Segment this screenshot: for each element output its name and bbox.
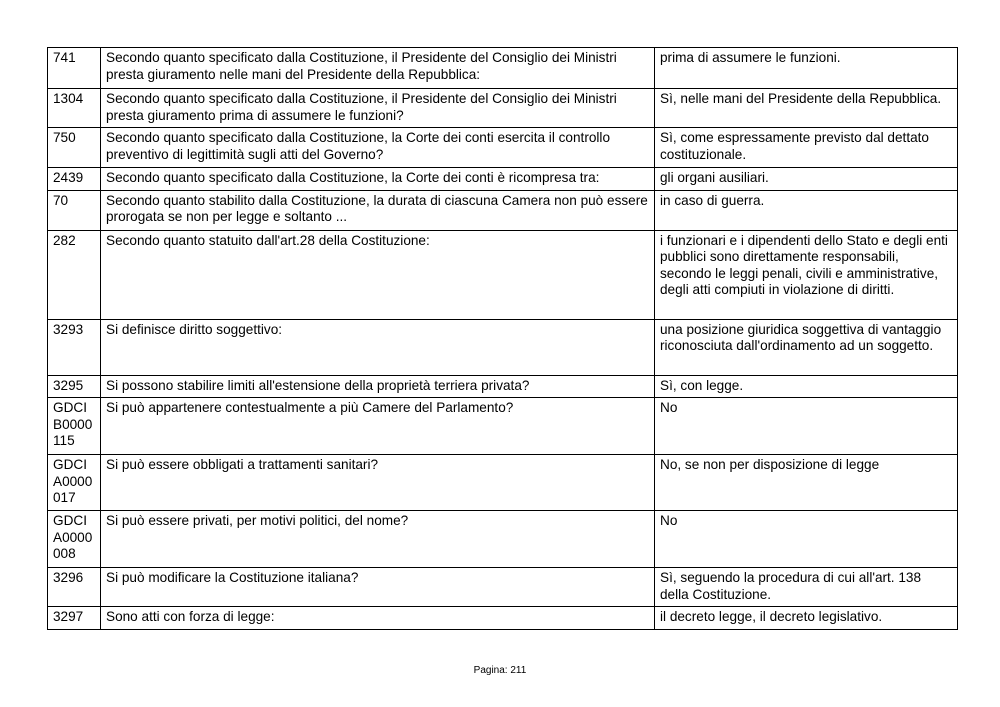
table-row: [48, 319, 958, 375]
question-text: Secondo quanto statuito dall'art.28 della Costituzione:: [101, 230, 655, 319]
answer-text: il decreto legge, il decreto legislativo.: [655, 607, 958, 630]
table-row: [48, 230, 958, 319]
question-text: Secondo quanto specificato dalla Costituzione, il Presidente del Consiglio dei Ministri presta giuramento prima di assumere le funzioni?: [101, 89, 655, 128]
question-text: Si può appartenere contestualmente a più Camere del Parlamento?: [101, 398, 655, 455]
answer-text: Sì, con legge.: [655, 375, 958, 398]
question-text: Si può essere obbligati a trattamenti sanitari?: [101, 455, 655, 511]
question-id: 1304: [48, 89, 101, 128]
question-id: GDCIB0000115: [48, 398, 101, 455]
question-id: GDCIA0000008: [48, 511, 101, 568]
question-text: Si può essere privati, per motivi politici, del nome?: [101, 511, 655, 568]
table-row: [48, 568, 958, 607]
page-footer: [0, 665, 1000, 677]
table-row: [48, 607, 958, 630]
answer-text: Sì, nelle mani del Presidente della Repubblica.: [655, 89, 958, 128]
table-row: [48, 128, 958, 168]
answer-text: prima di assumere le funzioni.: [655, 48, 958, 89]
question-text: Si può modificare la Costituzione italiana?: [101, 568, 655, 607]
table-row: [48, 455, 958, 511]
question-id: 2439: [48, 168, 101, 191]
answer-text: No: [655, 511, 958, 568]
question-text: Secondo quanto specificato dalla Costituzione, il Presidente del Consiglio dei Ministri presta giuramento nelle mani del Presidente della Repubblica:: [101, 48, 655, 89]
answer-text: Sì, come espressamente previsto dal dettato costituzionale.: [655, 128, 958, 168]
table-row: [48, 48, 958, 89]
question-text: Sono atti con forza di legge:: [101, 607, 655, 630]
table-row: [48, 511, 958, 568]
question-id: 3295: [48, 375, 101, 398]
answer-text: una posizione giuridica soggettiva di vantaggio riconosciuta dall'ordinamento ad un soggetto.: [655, 319, 958, 375]
page-number: Pagina: 211: [473, 665, 527, 676]
answer-text: gli organi ausiliari.: [655, 168, 958, 191]
answer-text: in caso di guerra.: [655, 190, 958, 230]
question-text: Si definisce diritto soggettivo:: [101, 319, 655, 375]
question-id: 70: [48, 190, 101, 230]
answer-text: No, se non per disposizione di legge: [655, 455, 958, 511]
question-text: Secondo quanto specificato dalla Costituzione, la Corte dei conti è ricompresa tra:: [101, 168, 655, 191]
answer-text: No: [655, 398, 958, 455]
question-id: 3296: [48, 568, 101, 607]
question-id: GDCIA0000017: [48, 455, 101, 511]
table-row: [48, 190, 958, 230]
table-row: [48, 398, 958, 455]
question-id: 282: [48, 230, 101, 319]
table-row: [48, 89, 958, 128]
table-row: [48, 168, 958, 191]
answer-text: Sì, seguendo la procedura di cui all'art. 138 della Costituzione.: [655, 568, 958, 607]
answer-text: i funzionari e i dipendenti dello Stato e degli enti pubblici sono direttamente responsabili, secondo le leggi penali, civili e amministrative, degli atti compiuti in violazione di diritti.: [655, 230, 958, 319]
question-id: 750: [48, 128, 101, 168]
question-id: 3297: [48, 607, 101, 630]
question-text: Secondo quanto stabilito dalla Costituzione, la durata di ciascuna Camera non può essere prorogata se non per legge e soltanto ...: [101, 190, 655, 230]
table-row: [48, 375, 958, 398]
question-id: 3293: [48, 319, 101, 375]
question-id: 741: [48, 48, 101, 89]
question-text: Secondo quanto specificato dalla Costituzione, la Corte dei conti esercita il controllo preventivo di legittimità sugli atti del Governo?: [101, 128, 655, 168]
question-text: Si possono stabilire limiti all'estensione della proprietà terriera privata?: [101, 375, 655, 398]
qa-table: [47, 47, 958, 630]
